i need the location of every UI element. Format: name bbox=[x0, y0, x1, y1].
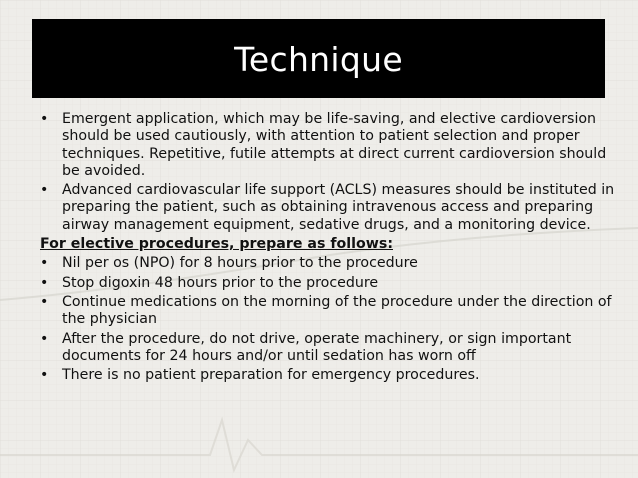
bullet-icon: • bbox=[40, 330, 49, 347]
list-item bbox=[40, 182, 620, 234]
bullet-text: Nil per os (NPO) for 8 hours prior to the procedure bbox=[62, 255, 418, 272]
bullet-icon: • bbox=[40, 182, 49, 199]
list-item bbox=[40, 275, 620, 292]
list-item bbox=[40, 255, 620, 272]
bullet-icon: • bbox=[40, 111, 49, 127]
bullet-text: Advanced cardiovascular life support (ACLS) measures should be instituted in preparing the patient, such as obtaining intravenous access and preparing airway management equipment, sedative drugs, and a monitoring device. bbox=[62, 182, 615, 233]
slide-body bbox=[40, 111, 620, 386]
list-item bbox=[40, 367, 620, 384]
bullet-icon: • bbox=[40, 274, 49, 291]
bullet-text: Stop digoxin 48 hours prior to the procedure bbox=[62, 274, 379, 291]
section-heading: For elective procedures, prepare as follows: bbox=[40, 236, 393, 253]
list-item bbox=[40, 111, 620, 180]
bullet-text: After the procedure, do not drive, operate machinery, or sign important documents for 24 hours and/or until sedation has worn off bbox=[62, 330, 572, 364]
bullet-text: Emergent application, which may be life-saving, and elective cardioversion should be used cautiously, with attention to patient selection and proper techniques. Repetitive, futile attempts at direct current cardioversion should be avoided. bbox=[62, 111, 607, 179]
bullet-text: There is no patient preparation for emergency procedures. bbox=[62, 367, 480, 384]
bullet-text: Continue medications on the morning of the procedure under the direction of the physician bbox=[62, 293, 612, 328]
bullet-icon: • bbox=[40, 255, 49, 272]
bullet-icon: • bbox=[40, 293, 49, 310]
bullet-icon: • bbox=[40, 367, 49, 384]
slide-title: Technique bbox=[234, 40, 403, 79]
list-item bbox=[40, 331, 620, 366]
title-bar bbox=[32, 19, 605, 98]
list-item bbox=[40, 294, 620, 329]
